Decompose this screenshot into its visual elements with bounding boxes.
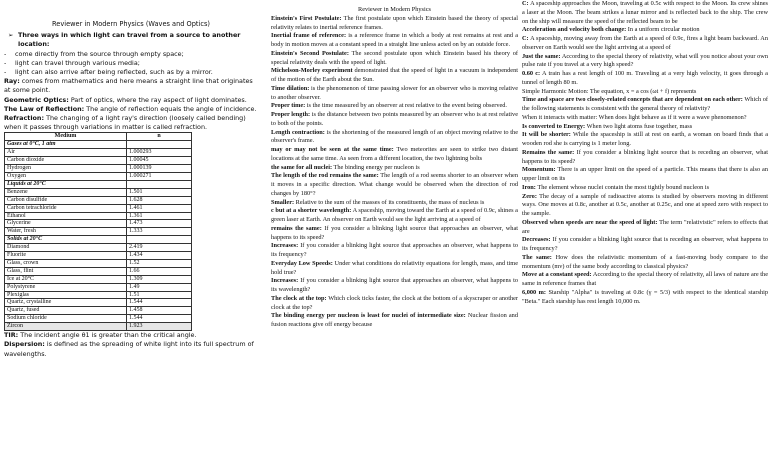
paragraph [522, 131, 768, 149]
paragraph [271, 312, 518, 330]
table-row [5, 220, 192, 228]
definition-text: How does the relativistic momentum of a fast-moving body compare to the momentum (mv) of the same body according to classical physics? [522, 253, 768, 270]
medium-cell: Liquids at 20°C [5, 180, 127, 188]
term: The clock at the top: [271, 294, 327, 302]
definition-text: is the phenomenon of time passing slower for an observer who is moving relative to another observer. [271, 84, 518, 101]
term: Proper length: [271, 111, 311, 118]
term: Zero: [522, 192, 537, 200]
paragraph [522, 26, 768, 35]
page-title: Reviewer in Modern Physics (Waves and Optics) [52, 20, 210, 28]
table-row [5, 299, 192, 307]
index-cell: 1.544 [127, 315, 192, 323]
term: Proper time: [271, 102, 306, 110]
definition-text: According to the special theory of relativity, all laws of nature are the same in reference frames that [522, 271, 768, 287]
definition-text: If you consider a blinking light source that is receding an observer, what happens to its frequency? [522, 236, 768, 252]
term: the same for all nuclei: [271, 163, 333, 171]
column-modern-physics-1 [271, 0, 518, 466]
definition-text: If you consider a blinking light source that is receding an observer, what happens to its speed? [522, 148, 768, 165]
paragraph [271, 67, 518, 85]
definition-text: The element whose nuclei contain the most tightly bound nucleon is [535, 183, 710, 191]
definition-text: When it interacts with matter: When does light behave as if it were a wave phenomenon? [522, 113, 747, 121]
index-cell: 1.361 [127, 212, 192, 220]
definition-text: The term "relativistic" refers to effects that are [522, 218, 768, 235]
index-cell: 1.461 [127, 204, 192, 212]
index-cell: 1.501 [127, 188, 192, 196]
paragraph [522, 96, 768, 114]
table-row [5, 315, 192, 323]
term: Increases: [271, 277, 299, 285]
definition-text: While the spaceship is still at rest on earth, a woman on board finds that a wooden rod she is carrying is 1 meter long. [522, 131, 768, 147]
definition-tir: TIR: The incident angle θ1 is greater than the critical angle. [4, 331, 197, 340]
definition-text: The length of a rod seems shorter to an observer when it moves in a specific direction. What change would be observed when the direction of rod changes by 180°? [271, 172, 518, 197]
index-cell: 1.473 [127, 220, 192, 228]
paragraph [522, 70, 768, 88]
paragraph [522, 236, 768, 254]
medium-cell: Gases at 0°C, 1 atm [5, 141, 127, 149]
term: Einstein's Second Postulate: [271, 49, 349, 57]
term: It will be shorter: [522, 131, 571, 139]
table-row [5, 267, 192, 275]
definition-text: If you consider a blinking light source that approaches an observer, what happens to its frequency? [271, 242, 518, 258]
definition-refraction: Refraction: The changing of a light ray's direction (loosely called bending) when it passes through variations in matter is called refraction. [4, 114, 246, 132]
medium-cell: Diamond [5, 244, 127, 252]
medium-cell: Carbon tetrachloride [5, 204, 127, 212]
paragraph [522, 53, 768, 71]
medium-cell: Zircon [5, 323, 127, 331]
medium-cell: Glass, flint [5, 267, 127, 275]
term: may or may not be seen at the same time: [271, 146, 394, 153]
definition-text: In a uniform circular motion [626, 26, 700, 34]
definition-text: The second postulate upon which Einstein based his theory of special relativity deals with the speed of light. [271, 49, 518, 66]
table-section-row [5, 141, 192, 149]
paragraph [522, 166, 768, 184]
definition-text: Relative to the sum of the masses of its constituents, the mass of nucleus is [294, 198, 485, 206]
medium-cell: Quartz, crystalline [5, 299, 127, 307]
column-header-medium: Medium [5, 133, 127, 141]
term: Remains the same: [522, 148, 575, 156]
term: Increases: [271, 242, 299, 250]
definition-text: The binding energy per nucleon is [332, 163, 420, 171]
index-cell: 1.458 [127, 307, 192, 315]
term: Smaller: [271, 198, 295, 206]
column-header-n: n [127, 133, 192, 141]
definition-text: If you consider a blinking light source that approaches an observer, what happens to its wavelength? [271, 277, 518, 293]
paragraph [271, 146, 518, 164]
term: Einstein's First Postulate: [271, 14, 342, 22]
paragraph [271, 164, 518, 173]
dash-item: - light can travel through various media; [4, 58, 140, 67]
dash-item: - light can also arrive after being reflected, such as by a mirror. [4, 68, 213, 77]
paragraph [271, 207, 518, 225]
term: C: [522, 0, 529, 7]
term: Move at a constant speed: [522, 271, 592, 279]
table-row [5, 244, 192, 252]
medium-cell: Polystyrene [5, 283, 127, 291]
index-cell: 1.923 [127, 323, 192, 331]
medium-cell: Air [5, 149, 127, 157]
medium-cell: Water, fresh [5, 228, 127, 236]
table-row [5, 157, 192, 165]
term: c but at a shorter wavelength: [271, 207, 352, 215]
definition-text: Starship "Alpha" is traveling at 0.8c (γ = 5/3) with respect to the identical starship "Beta." Each starship has rest length 10,000 m. [522, 288, 768, 305]
definition-text: is the distance between two points measured by an observer who is at rest relative to both of the points. [271, 111, 518, 127]
definition-text: Which of the following statements is consistent with the general theory of relativity? [522, 96, 768, 112]
index-cell: 1.000139 [127, 165, 192, 173]
table-row [5, 259, 192, 267]
dash-item: - come directly from the source through empty space; [4, 49, 184, 58]
table-row [5, 283, 192, 291]
table-row [5, 188, 192, 196]
medium-cell: Solids at 20°C [5, 236, 127, 244]
term: Everyday Low Speeds: [271, 259, 333, 267]
table-body [5, 141, 192, 331]
paragraph [271, 277, 518, 295]
index-cell: 1.51 [127, 291, 192, 299]
medium-cell: Plexiglas [5, 291, 127, 299]
paragraph [271, 85, 518, 103]
definition-geometric-optics: Geometric Optics: Part of optics, where the ray aspect of light dominates. [4, 95, 247, 104]
medium-cell: Benzene [5, 188, 127, 196]
index-cell: 2.419 [127, 244, 192, 252]
definition-text: Simple Harmonic Motion: The equation, x = a cos (ωt + f) represents [522, 87, 697, 95]
definition-text: demonstrated that the speed of light in a vacuum is independent of the motion of the Earth about the Sun. [271, 67, 518, 83]
index-cell: 1.434 [127, 252, 192, 260]
paragraph [522, 193, 768, 219]
term: Time dilation: [271, 84, 310, 92]
index-cell: 1.628 [127, 196, 192, 204]
column-title: Reviewer in Modern Physics [358, 6, 431, 13]
term: The binding energy per nucleon is least for nuclei of intermediate size: [271, 312, 466, 320]
definition-text: The first postulate upon which Einstein based the theory of special relativity relates to inertial reference frames. [271, 14, 518, 31]
table-section-row [5, 180, 192, 188]
term: 6,000 m: [522, 288, 547, 296]
paragraph [522, 114, 768, 123]
term: Acceleration and velocity both change: [522, 26, 627, 34]
index-cell: 1.000271 [127, 172, 192, 180]
paragraph-list [522, 0, 768, 306]
paragraph [271, 260, 518, 278]
medium-cell: Ethanol [5, 212, 127, 220]
term: Michelson-Morley experiment [271, 67, 353, 75]
paragraph [522, 35, 768, 53]
table-row [5, 196, 192, 204]
term: 0.60 c: [522, 70, 541, 77]
medium-cell: Oxygen [5, 172, 127, 180]
paragraph [522, 219, 768, 237]
definition-text: is the time measured by an observer at rest relative to the event being observed. [305, 102, 507, 110]
term: remains the same: [271, 224, 322, 232]
paragraph [271, 199, 518, 208]
paragraph-list [271, 15, 518, 330]
term: Iron: [522, 183, 536, 191]
paragraph [271, 50, 518, 68]
medium-cell: Carbon disulfide [5, 196, 127, 204]
table-row [5, 275, 192, 283]
index-cell: 1.544 [127, 299, 192, 307]
definition-text: Nuclear fission and fusion reactions give off energy because [271, 312, 518, 328]
term: The same: [522, 253, 552, 261]
paragraph [271, 295, 518, 313]
medium-cell: Sodium chloride [5, 315, 127, 323]
table-row [5, 252, 192, 260]
definition-text: A train has a rest length of 100 m. Traveling at a very high velocity, it goes through a tunnel of length 80 m. [522, 70, 768, 86]
definition-text: A spaceship approaches the Moon, traveling at 0.5c with respect to the Moon. Its crew shines a laser at the Moon. The beam strikes a lunar mirror and is reflected back to the ship. The crew on the ship will measure the speed of the reflected beam to be [522, 0, 768, 25]
table-row [5, 212, 192, 220]
medium-cell: Fluorite [5, 252, 127, 260]
definition-text: Two meteorites are seen to strike two distant locations at the same time. As seen from a different location, the two lightning bolts [271, 146, 518, 162]
paragraph [271, 32, 518, 50]
table-row [5, 165, 192, 173]
term: C: [522, 35, 529, 42]
term: Is converted to Energy: [522, 122, 586, 130]
term: Time and space are two closely-related concepts that are dependent on each other: [522, 96, 743, 104]
column-waves-optics [0, 0, 262, 466]
table-header-row [5, 133, 192, 141]
index-cell [127, 180, 192, 188]
arrow-bullet-icon: ➢ [8, 31, 14, 40]
definition-law-of-reflection: The Law of Reflection: The angle of reflection equals the angle of incidence. [4, 104, 257, 113]
index-cell: 1.49 [127, 283, 192, 291]
medium-cell: Hydrogen [5, 165, 127, 173]
table-row [5, 204, 192, 212]
paragraph [522, 184, 768, 193]
definition-text: A spaceship, moving toward the Earth at a speed of 0.9c, shines a green laser at Earth. An observer on Earth would see the light arriving at a speed of [271, 207, 518, 223]
paragraph [522, 271, 768, 289]
index-cell: 1.00045 [127, 157, 192, 165]
index-cell: 1.66 [127, 267, 192, 275]
term: Decreases: [522, 236, 551, 244]
bullet-item: ➢ Three ways in which light can travel from a source to another location: [8, 31, 241, 49]
definition-text: There is an upper limit on the speed of a particle. This means that there is also an upper limit on its [522, 166, 768, 182]
index-cell: 1.333 [127, 228, 192, 236]
index-cell [127, 236, 192, 244]
definition-text: A spaceship, moving away from the Earth at a speed of 0.9c, fires a light beam backward. An observer on Earth would see the light arriving at a speed of [522, 35, 768, 51]
paragraph [271, 129, 518, 147]
definition-text: The decay of a sample of radioactive atoms is studied by observers moving in different ways. One moves at 0.8c, another at 0.5c, another at 0.25c, and one at speed zero with respect to the sample. [522, 192, 768, 217]
term: Inertial frame of reference: [271, 32, 347, 40]
index-cell: 1.309 [127, 275, 192, 283]
definition-text: is the shortening of the measured length of an object moving relative to the observer's frame. [271, 128, 518, 145]
paragraph [271, 172, 518, 198]
medium-cell: Glycerine [5, 220, 127, 228]
medium-cell: Ice at 20°C [5, 275, 127, 283]
term: Length contraction: [271, 128, 325, 136]
term: Observed when speeds are near the speed of light: [522, 218, 658, 226]
medium-cell: Glass, crown [5, 259, 127, 267]
term: Just the same: [522, 52, 561, 60]
column-modern-physics-2 [522, 0, 768, 466]
paragraph [522, 0, 768, 26]
table-row [5, 228, 192, 236]
paragraph [522, 289, 768, 307]
definition-text: When two light atoms fuse together, mass [585, 122, 693, 130]
paragraph [522, 123, 768, 132]
definition-text: is a reference frame in which a body at rest remains at rest and a body in motion moves at a constant speed in a straight line unless acted on by an outside force. [271, 32, 518, 48]
definition-text: According to the special theory of relativity, what will you notice about your own pulse rate if you travel at a very high speed? [522, 52, 768, 69]
medium-cell: Quartz, fused [5, 307, 127, 315]
table-row [5, 172, 192, 180]
table-row [5, 149, 192, 157]
index-cell: 1.52 [127, 259, 192, 267]
index-cell: 1.000293 [127, 149, 192, 157]
paragraph [271, 102, 518, 111]
definition-ray: Ray: comes from mathematics and here means a straight line that originates at some point. [4, 77, 253, 95]
table-section-row [5, 236, 192, 244]
table-row [5, 323, 192, 331]
paragraph [271, 15, 518, 33]
term: The length of the rod remains the same: [271, 172, 379, 180]
definition-text: Which clock ticks faster, the clock at the bottom of a skyscraper or another clock at the top? [271, 294, 518, 311]
medium-cell: Carbon dioxide [5, 157, 127, 165]
paragraph [522, 254, 768, 272]
refractive-index-table [4, 132, 192, 331]
paragraph [271, 242, 518, 260]
paragraph [271, 225, 518, 243]
index-cell [127, 141, 192, 149]
table-row [5, 307, 192, 315]
definition-text: Under what conditions do relativity equations for length, mass, and time hold true? [271, 259, 518, 276]
paragraph [522, 88, 768, 97]
paragraph [271, 111, 518, 129]
term: Momentum: [522, 166, 556, 174]
table-row [5, 291, 192, 299]
definition-text: If you consider a blinking light source that approaches an observer, what happens to its speed? [271, 224, 518, 241]
definition-dispersion: Dispersion: is defined as the spreading of white light into its full spectrum of wavelengths. [4, 340, 254, 358]
paragraph [522, 149, 768, 167]
